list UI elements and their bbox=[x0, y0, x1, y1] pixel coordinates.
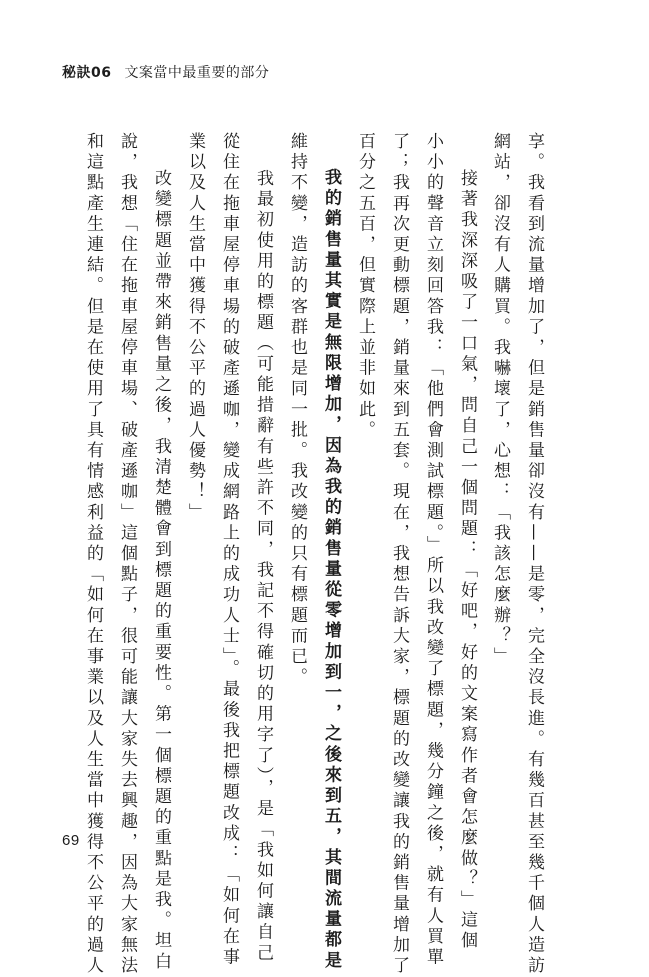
text-column-6: 百分之五百，但實際上並非如此。 bbox=[355, 132, 375, 441]
text-column-12: 改變標題並帶來銷售量之後，我清楚體會到標題的重要性。第一個標題的重點是我。坦白 bbox=[151, 169, 171, 973]
running-header bbox=[62, 62, 269, 82]
text-column-5: 了；我再次更動標題，銷量來到五套。現在，我想告訴大家，標題的改變讓我的銷售量增加了 bbox=[389, 132, 409, 977]
text-column-2: 網站，卻沒有人購買。我嚇壞了，心想：「我該怎麼辦？」 bbox=[490, 132, 510, 668]
text-column-9: 我最初使用的標題（可能措辭有些許不同，我記不得確切的用字了），是「我如何讓自己 bbox=[253, 169, 273, 964]
page-number: 69 bbox=[62, 832, 80, 849]
text-column-7-emphasis: 我的銷售量其實是無限增加，因為我的銷售量從零增加到一，之後來到五，其間流量都是 bbox=[321, 168, 341, 972]
text-column-3: 接著我深深吸了一口氣，問自己一個問題：「好吧，好的文案寫作者會怎麼做？」這個 bbox=[457, 169, 477, 952]
text-column-4: 小小的聲音立刻回答我：「他們會測試標題。」所以我改變了標題，幾分鐘之後，就有人買單 bbox=[423, 132, 443, 969]
chapter-title: 文案當中最重要的部分 bbox=[124, 65, 270, 81]
text-column-14: 和這點產生連結。但是在使用了具有情感利益的「如何在事業以及人生當中獲得不公平的過人 bbox=[83, 132, 103, 977]
text-column-13: 說，我想「住在拖車屋停車場、破產遜咖」這個點子，很可能讓大家失去興趣，因為大家無法 bbox=[117, 132, 137, 977]
text-column-10: 從住在拖車屋停車場的破產遜咖，變成網路上的成功人士」。最後我把標題改成：「如何在事 bbox=[219, 132, 239, 969]
chapter-label: 秘訣06 bbox=[62, 65, 112, 81]
text-column-8: 維持不變，造訪的客群也是同一批。我改變的只有標題而已。 bbox=[287, 132, 307, 689]
text-column-11: 業以及人生當中獲得不公平的過人優勢！」 bbox=[185, 132, 205, 524]
text-column-1: 享。我看到流量增加了，但是銷售量卻沒有——是零，完全沒長進。有幾百甚至幾千個人造訪 bbox=[524, 132, 544, 977]
